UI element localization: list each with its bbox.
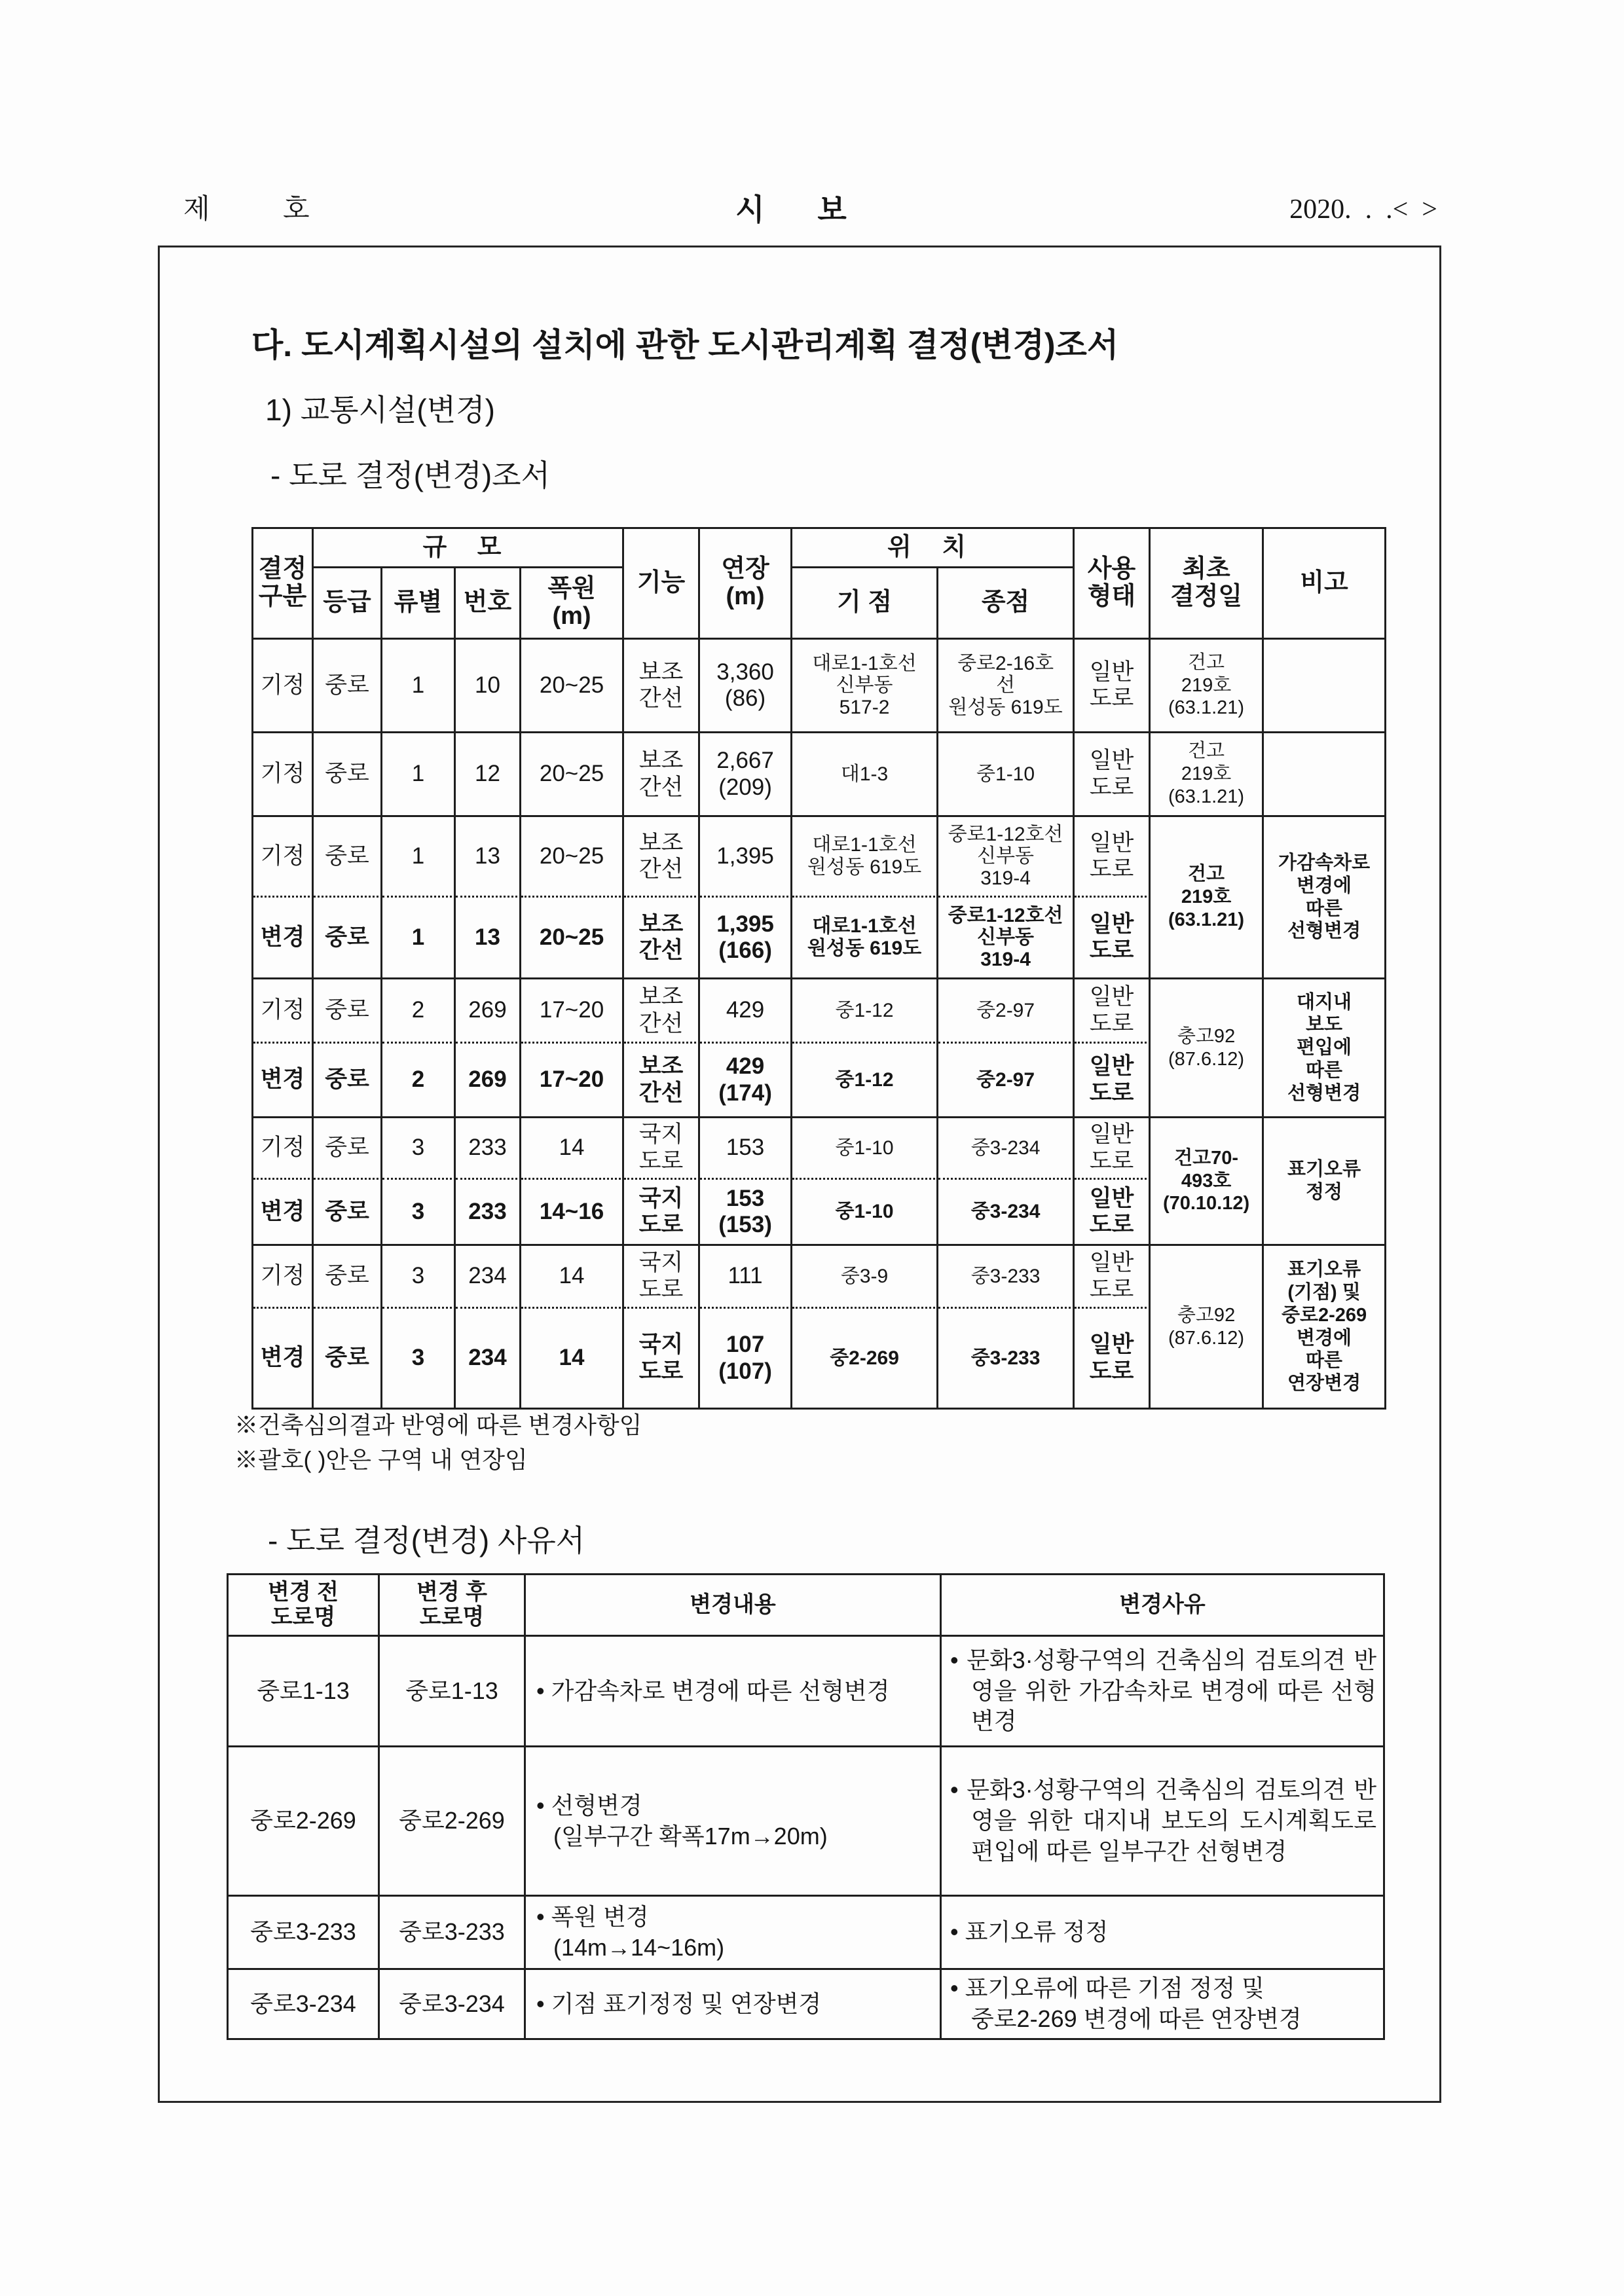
end-point-cell: 중3-234 [938, 1118, 1075, 1180]
initial-decision-cell: 충고92 (87.6.12) [1151, 979, 1264, 1118]
number-cell: 269 [456, 979, 521, 1044]
table-row [229, 1637, 1385, 1747]
number-cell: 13 [456, 898, 521, 979]
change-reason-cell: • 표기오류에 따른 기점 정정 및 중로2-269 변경에 따른 연장변경 [942, 1970, 1385, 2040]
table-row [229, 1897, 1385, 1970]
reason-table-title: - 도로 결정(변경) 사유서 [268, 1523, 585, 1558]
division-cell: 변경 [253, 898, 314, 979]
length-cell: 429 (174) [700, 1044, 792, 1118]
remarks-cell: 대지내 보도 편입에 따른 선형변경 [1264, 979, 1386, 1118]
function-cell: 보조 간선 [624, 1044, 700, 1118]
header-row [253, 529, 1386, 568]
width-cell: 17~20 [521, 979, 624, 1044]
number-cell: 234 [456, 1246, 521, 1309]
number-cell: 233 [456, 1180, 521, 1246]
division-cell: 기정 [253, 979, 314, 1044]
division-cell: 변경 [253, 1044, 314, 1118]
change-content-cell: • 기점 표기정정 및 연장변경 [526, 1970, 942, 2040]
grade-cell: 중로 [314, 898, 382, 979]
division-cell: 변경 [253, 1180, 314, 1246]
header-usage: 사용 형태 [1075, 529, 1151, 640]
width-cell: 20~25 [521, 640, 624, 733]
number-cell: 13 [456, 817, 521, 898]
length-cell: 153 (153) [700, 1180, 792, 1246]
end-point-cell: 중로1-12호선 신부동 319-4 [938, 898, 1075, 979]
length-cell: 429 [700, 979, 792, 1044]
start-point-cell: 중1-10 [792, 1118, 938, 1180]
function-cell: 보조 간선 [624, 898, 700, 979]
end-point-cell: 중2-97 [938, 1044, 1075, 1118]
table-row [253, 733, 1386, 817]
length-cell: 2,667 (209) [700, 733, 792, 817]
usage-cell: 일반 도로 [1075, 979, 1151, 1044]
remarks-cell: 표기오류 (기점) 및 중로2-269 변경에 따른 연장변경 [1264, 1246, 1386, 1410]
number-cell: 12 [456, 733, 521, 817]
change-reason-cell: • 표기오류 정정 [942, 1897, 1385, 1970]
function-cell: 국지 도로 [624, 1309, 700, 1410]
before-road-cell: 중로2-269 [229, 1747, 380, 1897]
before-road-cell: 중로1-13 [229, 1637, 380, 1747]
table-row [253, 1118, 1386, 1180]
usage-cell: 일반 도로 [1075, 1044, 1151, 1118]
start-point-cell: 중1-12 [792, 979, 938, 1044]
grade-cell: 중로 [314, 817, 382, 898]
usage-cell: 일반 도로 [1075, 1118, 1151, 1180]
category-cell: 1 [382, 817, 456, 898]
function-cell: 국지 도로 [624, 1118, 700, 1180]
usage-cell: 일반 도로 [1075, 1180, 1151, 1246]
width-cell: 20~25 [521, 898, 624, 979]
remarks-cell: 표기오류 정정 [1264, 1118, 1386, 1246]
header-before-road: 변경 전 도로명 [229, 1575, 380, 1637]
end-point-cell: 중1-10 [938, 733, 1075, 817]
width-cell: 14~16 [521, 1180, 624, 1246]
header-initial-decision: 최초 결정일 [1151, 529, 1264, 640]
after-road-cell: 중로1-13 [380, 1637, 526, 1747]
category-cell: 1 [382, 898, 456, 979]
category-cell: 1 [382, 640, 456, 733]
usage-cell: 일반 도로 [1075, 1309, 1151, 1410]
initial-decision-cell: 건고 219호 (63.1.21) [1151, 817, 1264, 979]
division-cell: 기정 [253, 1246, 314, 1309]
header-location: 위 치 [792, 529, 1075, 568]
start-point-cell: 대로1-1호선 원성동 619도 [792, 898, 938, 979]
header-change-content: 변경내용 [526, 1575, 942, 1637]
remarks-cell [1264, 733, 1386, 817]
note-line: ※건축심의결과 반영에 따른 변경사항임 [234, 1412, 642, 1438]
function-cell: 국지 도로 [624, 1180, 700, 1246]
category-cell: 1 [382, 733, 456, 817]
issue-number-suffix: 호 [283, 194, 310, 225]
road-change-reason-table [227, 1573, 1385, 2040]
usage-cell: 일반 도로 [1075, 817, 1151, 898]
grade-cell: 중로 [314, 1180, 382, 1246]
width-cell: 14 [521, 1309, 624, 1410]
end-point-cell: 중2-97 [938, 979, 1075, 1044]
number-cell: 10 [456, 640, 521, 733]
change-reason-cell: • 문화3·성황구역의 건축심의 검토의견 반영을 위한 가감속차로 변경에 따른 선형변경 [942, 1637, 1385, 1747]
function-cell: 보조 간선 [624, 733, 700, 817]
note-line: ※괄호( )안은 구역 내 연장임 [234, 1446, 528, 1473]
usage-cell: 일반 도로 [1075, 733, 1151, 817]
after-road-cell: 중로3-234 [380, 1970, 526, 2040]
header-division: 결정 구분 [253, 529, 314, 640]
initial-decision-cell: 건고 219호 (63.1.21) [1151, 733, 1264, 817]
division-cell: 기정 [253, 733, 314, 817]
division-cell: 변경 [253, 1309, 314, 1410]
length-cell: 153 [700, 1118, 792, 1180]
header-remarks: 비고 [1264, 529, 1386, 640]
start-point-cell: 중1-12 [792, 1044, 938, 1118]
header-grade: 등급 [314, 568, 382, 640]
number-cell: 234 [456, 1309, 521, 1410]
header-width: 폭원 (m) [521, 568, 624, 640]
start-point-cell: 중2-269 [792, 1309, 938, 1410]
change-content-cell: • 폭원 변경 (14m→14~16m) [526, 1897, 942, 1970]
end-point-cell: 중로2-16호 선 원성동 619도 [938, 640, 1075, 733]
table-row [253, 817, 1386, 898]
road-decision-table [251, 527, 1386, 1410]
start-point-cell: 중1-10 [792, 1180, 938, 1246]
table-row [253, 1246, 1386, 1309]
category-cell: 3 [382, 1118, 456, 1180]
grade-cell: 중로 [314, 640, 382, 733]
initial-decision-cell: 충고92 (87.6.12) [1151, 1246, 1264, 1410]
section-subheading: 1) 교통시설(변경) [265, 393, 495, 427]
grade-cell: 중로 [314, 979, 382, 1044]
document-heading: 다. 도시계획시설의 설치에 관한 도시관리계획 결정(변경)조서 [251, 327, 1119, 363]
grade-cell: 중로 [314, 1118, 382, 1180]
length-cell: 1,395 (166) [700, 898, 792, 979]
header-category: 류별 [382, 568, 456, 640]
function-cell: 국지 도로 [624, 1246, 700, 1309]
change-content-cell: • 선형변경 (일부구간 확폭17m→20m) [526, 1747, 942, 1897]
initial-decision-cell: 건고70- 493호 (70.10.12) [1151, 1118, 1264, 1246]
header-end: 종점 [938, 568, 1075, 640]
after-road-cell: 중로2-269 [380, 1747, 526, 1897]
header-change-reason: 변경사유 [942, 1575, 1385, 1637]
table-row [253, 979, 1386, 1044]
division-cell: 기정 [253, 640, 314, 733]
header-number: 번호 [456, 568, 521, 640]
end-point-cell: 중로1-12호선 신부동 319-4 [938, 817, 1075, 898]
header-function: 기능 [624, 529, 700, 640]
category-cell: 2 [382, 979, 456, 1044]
length-cell: 1,395 [700, 817, 792, 898]
length-cell: 107 (107) [700, 1309, 792, 1410]
division-cell: 기정 [253, 817, 314, 898]
usage-cell: 일반 도로 [1075, 1246, 1151, 1309]
length-cell: 3,360 (86) [700, 640, 792, 733]
table-row [229, 1747, 1385, 1897]
header-start: 기 점 [792, 568, 938, 640]
category-cell: 3 [382, 1246, 456, 1309]
end-point-cell: 중3-233 [938, 1246, 1075, 1309]
header-length: 연장 (m) [700, 529, 792, 640]
category-cell: 3 [382, 1309, 456, 1410]
usage-cell: 일반 도로 [1075, 898, 1151, 979]
grade-cell: 중로 [314, 1309, 382, 1410]
end-point-cell: 중3-233 [938, 1309, 1075, 1410]
change-content-cell: • 가감속차로 변경에 따른 선형변경 [526, 1637, 942, 1747]
remarks-cell [1264, 640, 1386, 733]
width-cell: 20~25 [521, 733, 624, 817]
number-cell: 269 [456, 1044, 521, 1118]
grade-cell: 중로 [314, 1246, 382, 1309]
start-point-cell: 대1-3 [792, 733, 938, 817]
before-road-cell: 중로3-233 [229, 1897, 380, 1970]
division-cell: 기정 [253, 1118, 314, 1180]
start-point-cell: 대로1-1호선 신부동 517-2 [792, 640, 938, 733]
issue-date: 2020. . .< > [1289, 194, 1437, 225]
table-row [229, 1970, 1385, 2040]
function-cell: 보조 간선 [624, 979, 700, 1044]
length-cell: 111 [700, 1246, 792, 1309]
width-cell: 14 [521, 1246, 624, 1309]
initial-decision-cell: 건고 219호 (63.1.21) [1151, 640, 1264, 733]
function-cell: 보조 간선 [624, 640, 700, 733]
function-cell: 보조 간선 [624, 817, 700, 898]
width-cell: 14 [521, 1118, 624, 1180]
width-cell: 20~25 [521, 817, 624, 898]
category-cell: 2 [382, 1044, 456, 1118]
before-road-cell: 중로3-234 [229, 1970, 380, 2040]
grade-cell: 중로 [314, 1044, 382, 1118]
after-road-cell: 중로3-233 [380, 1897, 526, 1970]
end-point-cell: 중3-234 [938, 1180, 1075, 1246]
number-cell: 233 [456, 1118, 521, 1180]
usage-cell: 일반 도로 [1075, 640, 1151, 733]
start-point-cell: 중3-9 [792, 1246, 938, 1309]
table-row [253, 640, 1386, 733]
start-point-cell: 대로1-1호선 원성동 619도 [792, 817, 938, 898]
width-cell: 17~20 [521, 1044, 624, 1118]
header-after-road: 변경 후 도로명 [380, 1575, 526, 1637]
decision-table-title: - 도로 결정(변경)조서 [270, 458, 551, 492]
remarks-cell: 가감속차로 변경에 따른 선형변경 [1264, 817, 1386, 979]
gazette-title: 시 보 [735, 192, 869, 227]
category-cell: 3 [382, 1180, 456, 1246]
issue-number-prefix: 제 [183, 194, 210, 225]
change-reason-cell: • 문화3·성황구역의 건축심의 검토의견 반영을 위한 대지내 보도의 도시계획도로 편입에 따른 일부구간 선형변경 [942, 1747, 1385, 1897]
header-row [229, 1575, 1385, 1637]
header-scale: 규 모 [314, 529, 624, 568]
grade-cell: 중로 [314, 733, 382, 817]
